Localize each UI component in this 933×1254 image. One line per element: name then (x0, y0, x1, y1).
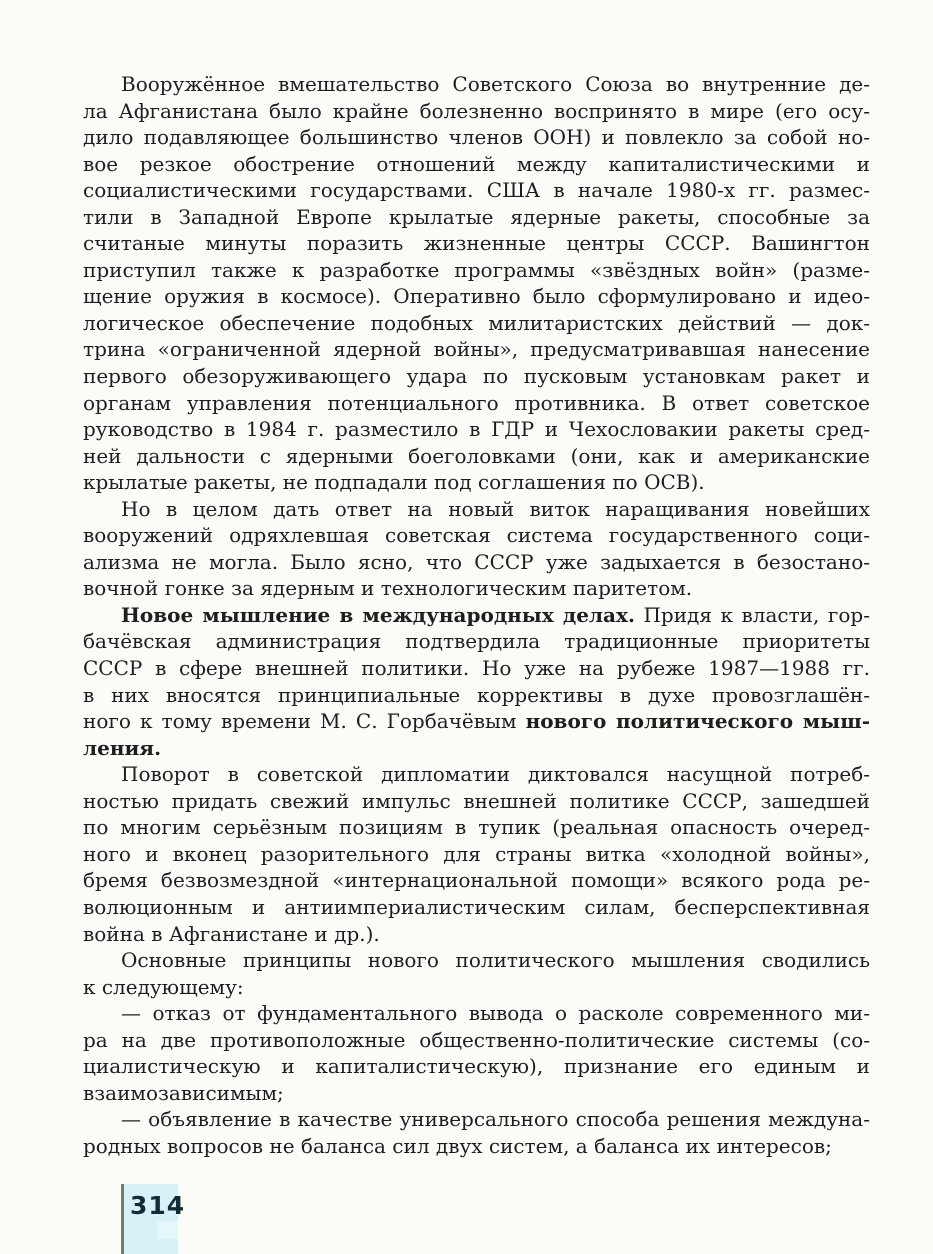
paragraph (83, 761, 870, 947)
text-run: тили в Западной Европе крылатые ядерные ракеты, способные за (83, 204, 870, 229)
paragraph (83, 1000, 870, 1106)
bold-text-run: нового политического мыш- (525, 709, 870, 734)
text-line (83, 522, 870, 549)
text-run: — отказ от фундаментального вывода о расколе современного ми- (121, 1001, 870, 1026)
bold-text-run: ления. (83, 735, 162, 760)
text-run: руководство в 1984 г. разместило в ГДР и Чехословакии ракеты сред- (83, 417, 870, 442)
text-run: циалистическую и капиталистическую), признание его единым и (83, 1054, 870, 1079)
text-line (83, 708, 870, 735)
text-run: социалистическими государствами. США в начале 1980-х гг. размес- (83, 178, 870, 203)
text-run: дило подавляющее большинство членов ООН) и повлекло за собой но- (83, 125, 870, 150)
text-run: ного к тому времени М. С. Горбачёвым (83, 709, 526, 734)
text-run: к следующему: (83, 974, 244, 999)
text-run: щение оружия в космосе). Оперативно было сформулировано и идео- (83, 284, 870, 309)
text-line (83, 947, 870, 974)
text-run: война в Афганистане и др.). (83, 921, 380, 946)
text-run: в них вносятся принципиальные коррективы в духе провозглашён- (83, 682, 870, 707)
text-run: взаимозависимым; (83, 1080, 284, 1105)
text-line (83, 1027, 870, 1054)
text-line (83, 310, 870, 337)
paragraph (83, 602, 870, 761)
text-run: Придя к власти, гор- (634, 602, 870, 627)
text-run: бачёвская администрация подтвердила традиционные приоритеты (83, 629, 870, 654)
text-line (83, 496, 870, 523)
text-line (83, 655, 870, 682)
text-line (83, 151, 870, 178)
text-line (83, 814, 870, 841)
page-number: 314 (130, 1191, 186, 1220)
text-line (83, 628, 870, 655)
page-number-box (124, 1184, 186, 1254)
scan-artifact (157, 1221, 178, 1239)
text-line (83, 204, 870, 231)
text-line (83, 867, 870, 894)
text-line (83, 230, 870, 257)
text-line (83, 682, 870, 709)
text-line (83, 602, 870, 629)
text-line (83, 575, 870, 602)
paragraph (83, 496, 870, 602)
text-line (83, 416, 870, 443)
text-run: по многим серьёзным позициям в тупик (реальная опасность очеред- (83, 815, 870, 840)
text-line (83, 921, 870, 948)
text-run: вочной гонке за ядерным и технологическим паритетом. (83, 576, 693, 601)
text-run: ла Афганистана было крайне болезненно воспринято в мире (его осу- (83, 98, 870, 123)
text-line (83, 788, 870, 815)
text-run: органам управления потенциального противника. В ответ советское (83, 390, 870, 415)
text-line (83, 98, 870, 125)
text-line (83, 177, 870, 204)
text-run: Вооружённое вмешательство Советского Союза во внутренние де- (121, 72, 870, 96)
text-run: вооружений одряхлевшая советская система государственного соци- (83, 523, 870, 548)
text-line (83, 1000, 870, 1027)
text-run: ностью придать свежий импульс внешней политике СССР, зашедшей (83, 788, 870, 813)
text-run: ализма не могла. Было ясно, что СССР уже задыхается в безостано- (83, 549, 870, 574)
text-run: волюционным и антиимпериалистическим силам, бесперспективная (83, 894, 870, 919)
paragraph (83, 1106, 870, 1159)
text-run: первого обезоруживающего удара по пусковым установкам ракет и (83, 364, 870, 389)
text-run: вое резкое обострение отношений между капиталистическими и (83, 151, 870, 176)
text-line (83, 71, 870, 98)
text-line (83, 336, 870, 363)
text-run: ного и вконец разорительного для страны витка «холодной войны», (83, 841, 870, 866)
bold-text-run: Новое мышление в международных делах. (121, 602, 635, 627)
text-line (83, 549, 870, 576)
text-run: крылатые ракеты, не подпадали под соглашения по ОСВ). (83, 470, 705, 495)
text-run: — объявление в качестве универсального способа решения междуна- (121, 1107, 870, 1132)
text-line (83, 1080, 870, 1107)
text-run: приступил также к разработке программы «звёздных войн» (разме- (83, 257, 870, 282)
text-line (83, 257, 870, 284)
text-line (83, 841, 870, 868)
text-run: трина «ограниченной ядерной войны», предусматривавшая нанесение (83, 337, 870, 362)
text-line (83, 974, 870, 1001)
text-line (83, 894, 870, 921)
text-line (83, 390, 870, 417)
text-line (83, 1106, 870, 1133)
paragraph (83, 71, 870, 496)
text-line (83, 124, 870, 151)
text-line (83, 1133, 870, 1160)
text-run: Но в целом дать ответ на новый виток наращивания новейших (121, 496, 870, 521)
text-line (83, 735, 870, 762)
text-run: ра на две противоположные общественно-политические системы (со- (83, 1027, 870, 1052)
text-line (83, 1053, 870, 1080)
text-run: родных вопросов не баланса сил двух систем, а баланса их интересов; (83, 1133, 832, 1158)
text-run: ней дальности с ядерными боеголовками (они, как и американские (83, 443, 870, 468)
text-line (83, 363, 870, 390)
text-run: считаные минуты поразить жизненные центры СССР. Вашингтон (83, 231, 870, 256)
text-run: логическое обеспечение подобных милитаристских действий — док- (83, 310, 870, 335)
text-run: бремя безвозмездной «интернациональной помощи» всякого рода ре- (83, 868, 870, 893)
text-run: СССР в сфере внешней политики. Но уже на рубеже 1987—1988 гг. (83, 656, 870, 681)
text-block (83, 71, 870, 1159)
paragraph (83, 947, 870, 1000)
text-run: Поворот в советской дипломатии диктовался насущной потреб- (121, 762, 870, 787)
text-line (83, 469, 870, 496)
text-line (83, 443, 870, 470)
text-run: Основные принципы нового политического мышления сводились (121, 948, 870, 973)
text-line (83, 761, 870, 788)
text-line (83, 283, 870, 310)
